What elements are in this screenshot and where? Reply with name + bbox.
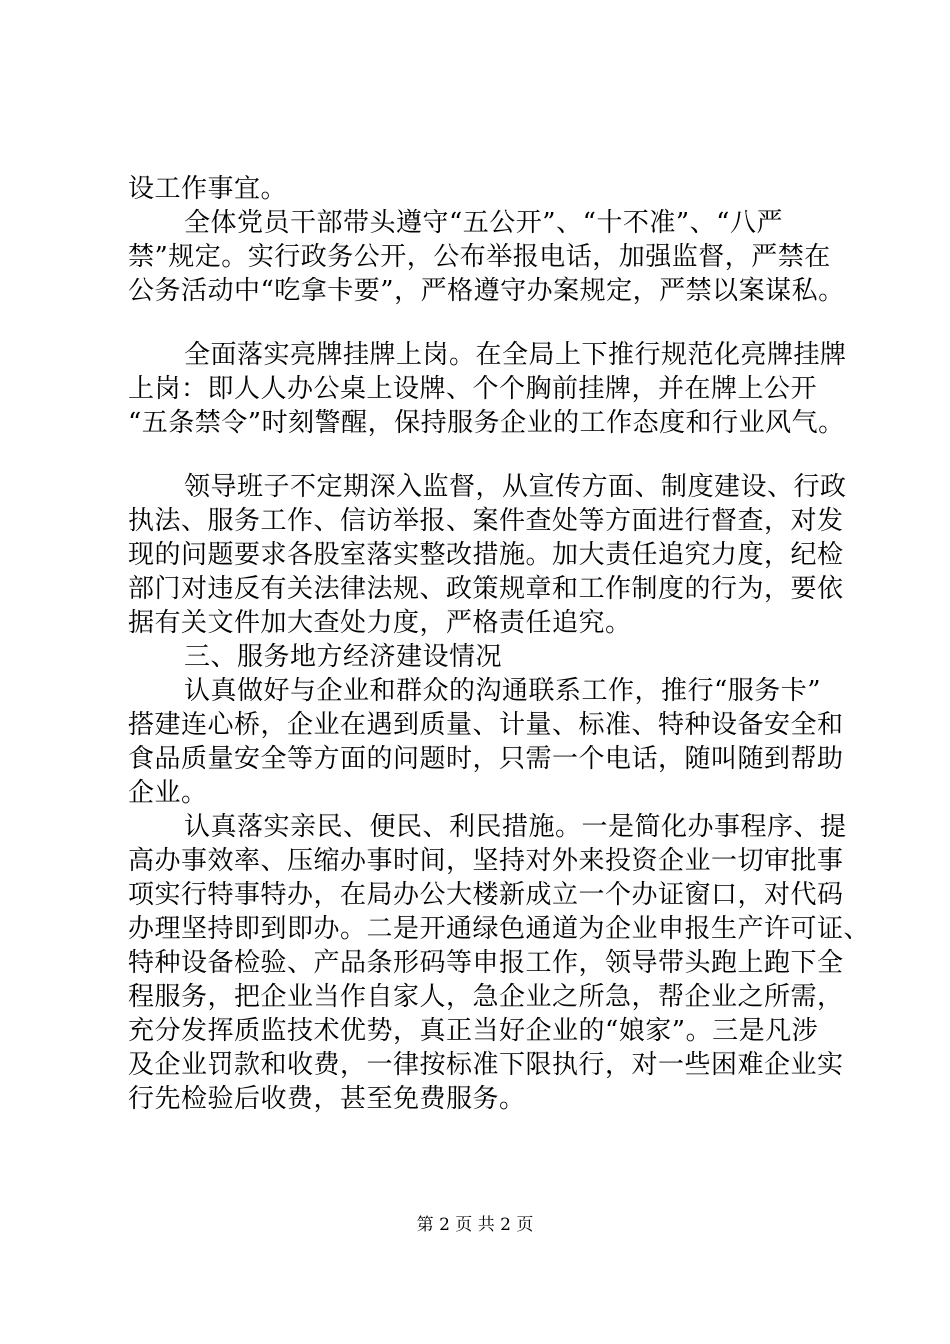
page-footer xyxy=(0,1214,950,1236)
text-line: 高办事效率、压缩办事时间，坚持对外来投资企业一切审批事 xyxy=(128,846,844,876)
text-line: 办理坚持即到即办。二是开通绿色通道为企业申报生产许可证、 xyxy=(128,914,871,944)
text-line: 现的问题要求各股室落实整改措施。加大责任追究力度，纪检 xyxy=(128,540,844,570)
paragraph-spacer xyxy=(128,308,848,338)
paragraph-3 xyxy=(128,338,848,440)
document-body xyxy=(128,172,871,1116)
text-line: 认真做好与企业和群众的沟通联系工作，推行“服务卡” xyxy=(184,676,822,706)
paragraph-2 xyxy=(128,206,848,308)
text-line: 食品质量安全等方面的问题时，只需一个电话，随叫随到帮助 xyxy=(128,744,844,774)
paragraph-1 xyxy=(128,172,848,206)
text-line: 据有关文件加大查处力度，严格责任追究。 xyxy=(128,608,632,638)
section-heading-text: 三、服务地方经济建设情况 xyxy=(184,642,503,672)
text-line: 禁”规定。实行政务公开，公布举报电话，加强监督，严禁在 xyxy=(128,242,831,272)
text-line: 企业。 xyxy=(128,778,208,808)
text-line: 设工作事宜。 xyxy=(128,174,288,204)
text-line: 部门对违反有关法律法规、政策规章和工作制度的行为，要依 xyxy=(128,574,844,604)
paragraph-7 xyxy=(128,810,871,1116)
text-line: 项实行特事特办，在局办公大楼新成立一个办证窗口，对代码 xyxy=(128,880,844,910)
page-number: 第 2 页 共 2 页 xyxy=(416,1215,534,1235)
text-line: 行先检验后收费，甚至免费服务。 xyxy=(128,1084,526,1114)
text-line: 程服务，把企业当作自家人，急企业之所急，帮企业之所需， xyxy=(128,982,844,1012)
text-line: “五条禁令”时刻警醒，保持服务企业的工作态度和行业风气。 xyxy=(128,408,845,438)
text-line: 充分发挥质监技术优势，真正当好企业的“娘家”。三是凡涉 xyxy=(128,1016,819,1046)
text-line: 执法、服务工作、信访举报、案件查处等方面进行督查，对发 xyxy=(128,506,844,536)
section-heading xyxy=(128,640,848,674)
text-line: 上岗：即人人办公桌上设牌、个个胸前挂牌，并在牌上公开 xyxy=(128,374,818,404)
text-line: 领导班子不定期深入监督，从宣传方面、制度建设、行政 xyxy=(184,472,847,502)
paragraph-6 xyxy=(128,674,848,810)
paragraph-4 xyxy=(128,470,848,640)
paragraph-spacer xyxy=(128,440,848,470)
text-line: 特种设备检验、产品条形码等申报工作，领导带头跑上跑下全 xyxy=(128,948,844,978)
text-line: 全体党员干部带头遵守“五公开”、“十不准”、“八严 xyxy=(184,208,783,238)
text-line: 认真落实亲民、便民、利民措施。一是简化办事程序、提 xyxy=(184,812,847,842)
text-line: 及企业罚款和收费，一律按标准下限执行，对一些困难企业实 xyxy=(128,1050,844,1080)
text-line: 搭建连心桥，企业在遇到质量、计量、标准、特种设备安全和 xyxy=(128,710,844,740)
text-line: 公务活动中“吃拿卡要”，严格遵守办案规定，严禁以案谋私。 xyxy=(128,276,845,306)
text-line: 全面落实亮牌挂牌上岗。在全局上下推行规范化亮牌挂牌 xyxy=(184,340,847,370)
